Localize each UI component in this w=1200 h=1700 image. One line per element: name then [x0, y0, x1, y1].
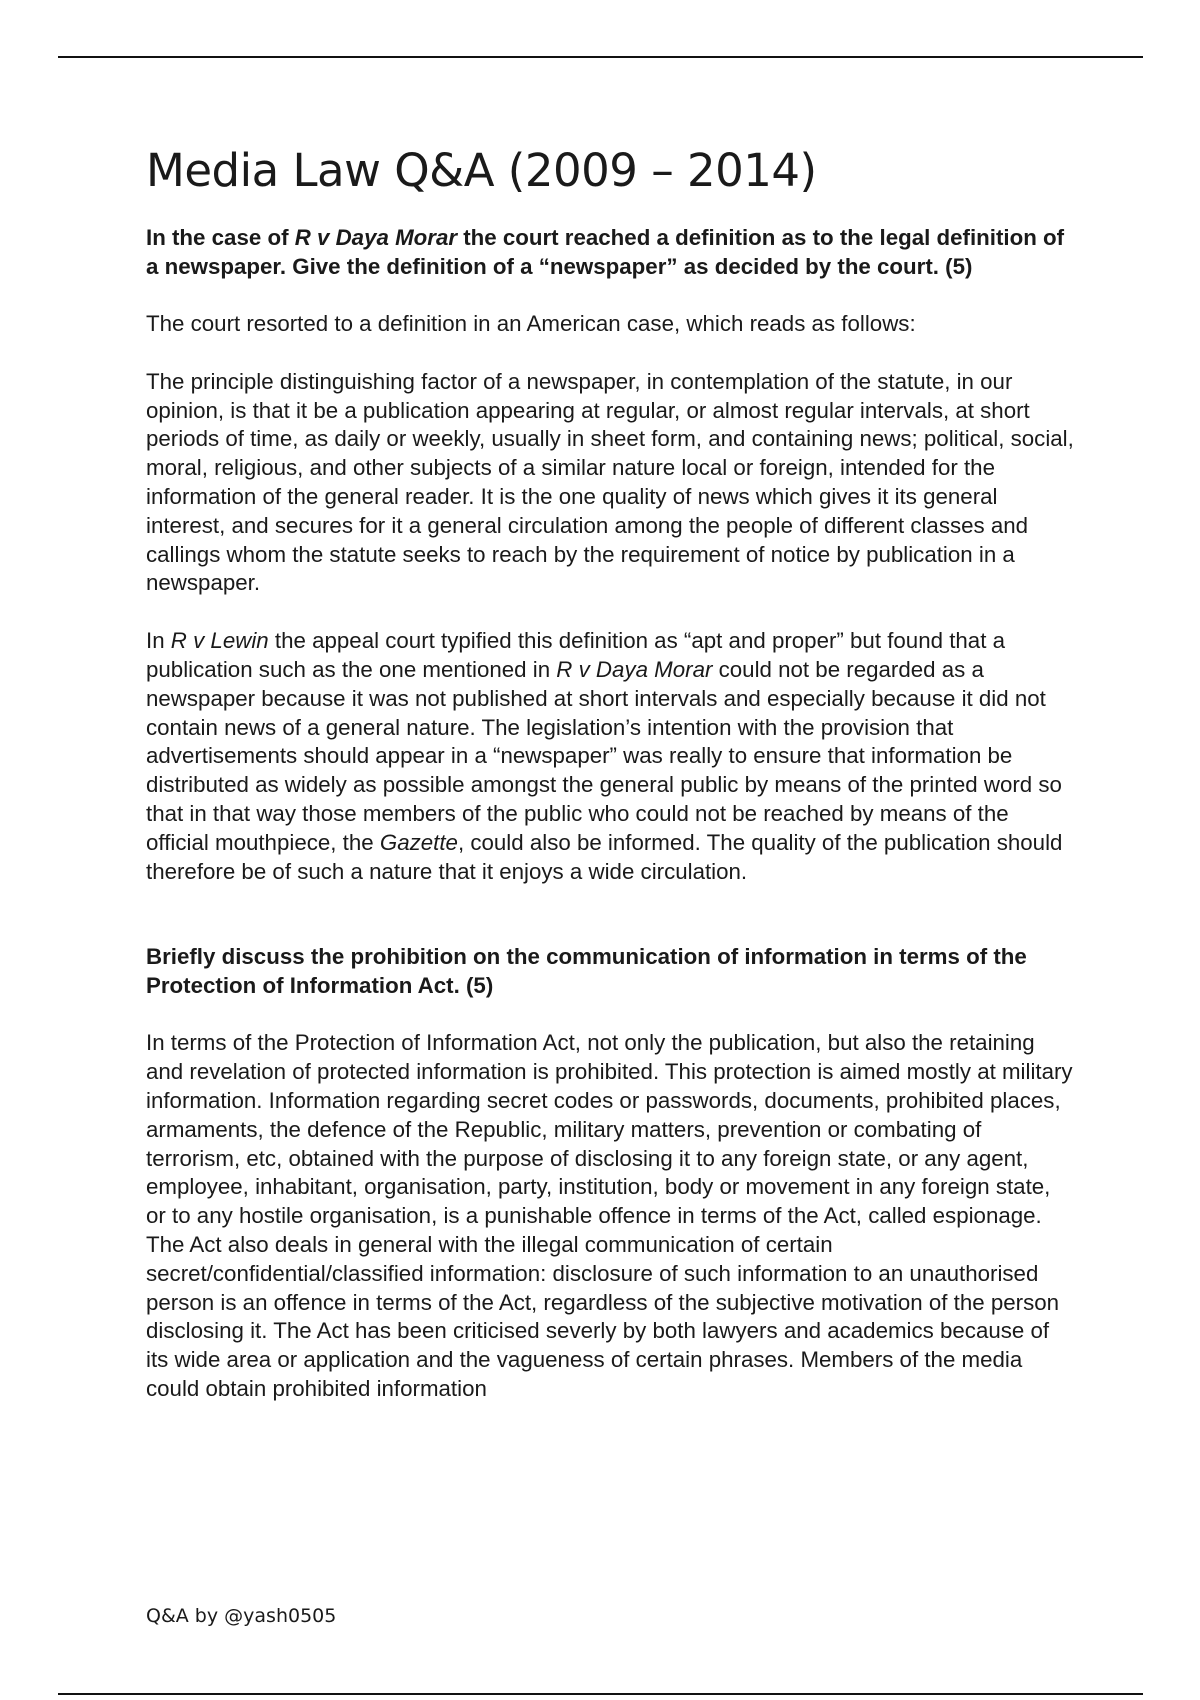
case-name-daya-morar: R v Daya Morar	[294, 225, 458, 250]
lewin-mid-2: could not be regarded as a newspaper because it was not published at short intervals and especially because it did not contain news of a general nature. The legislation’s intention with the provision that advertisements should appear in a “newspaper” was really to ensure that information be distributed as widely as possible amongst the general public by means of the printed word so that in that way those members of the public who could not be reached by means of the official mouthpiece, the	[146, 656, 1062, 855]
question-1-post: the court reached a definition as to the legal definition of a newspaper. Give the definition of a “newspaper” as decided by the court. (5)	[146, 225, 1065, 279]
gazette-name: Gazette	[379, 829, 458, 855]
lewin-pre: In	[146, 628, 171, 654]
case-name-lewin: R v Lewin	[170, 628, 269, 654]
answer-1-intro: The court resorted to a definition in an American case, which reads as follows:	[146, 311, 916, 336]
answer-1-lewin	[146, 627, 1076, 886]
answer-2: In terms of the Protection of Information Act, not only the publication, but also the retaining and revelation of protected information is prohibited. This protection is aimed mostly at military information. Information regarding secret codes or passwords, documents, prohibited places, armaments, the defence of the Republic, military matters, prevention or combating of terrorism, etc, obtained with the purpose of disclosing it to any foreign state, or any agent, employee, inhabitant, organisation, party, institution, body or movement in any foreign state, or to any hostile organisation, is a punishable offence in terms of the Act, called espionage. The Act also deals in general with the illegal communication of certain secret/confidential/classified information: disclosure of such information to an unauthorised person is an offence in terms of the Act, regardless of the subjective motivation of the person disclosing it. The Act has been criticised severly by both lawyers and academics because of its wide area or application and the vagueness of certain phrases. Members of the media could obtain prohibited information	[146, 1030, 1073, 1401]
footer-credit: Q&A by @yash0505	[146, 1605, 337, 1627]
bottom-rule	[58, 1693, 1143, 1695]
document-body	[146, 144, 1076, 1404]
question-1	[146, 223, 1076, 281]
lewin-mid-1: the appeal court typified this definition as “apt and proper” but found that a publication such as the one mentioned in	[146, 628, 1005, 682]
answer-1-definition: The principle distinguishing factor of a newspaper, in contemplation of the statute, in our opinion, is that it be a publication appearing at regular, or almost regular intervals, at short periods of time, as daily or weekly, usually in sheet form, and containing news; political, social, moral, religious, and other subjects of a similar nature local or foreign, intended for the information of the general reader. It is the one quality of news which gives it its general interest, and secures for it a general circulation among the people of different classes and callings whom the statute seeks to reach by the requirement of notice by publication in a newspaper.	[146, 368, 1074, 596]
case-name-daya-morar-2: R v Daya Morar	[556, 656, 713, 682]
question-2: Briefly discuss the prohibition on the communication of information in terms of the Protection of Information Act. (5)	[146, 944, 1027, 999]
page-title: Media Law Q&A (2009 – 2014)	[146, 144, 817, 197]
lewin-post: , could also be informed. The quality of the publication should therefore be of such a nature that it enjoys a wide circulation.	[146, 829, 1063, 884]
question-1-pre: In the case of	[146, 225, 295, 250]
top-rule	[58, 56, 1143, 58]
